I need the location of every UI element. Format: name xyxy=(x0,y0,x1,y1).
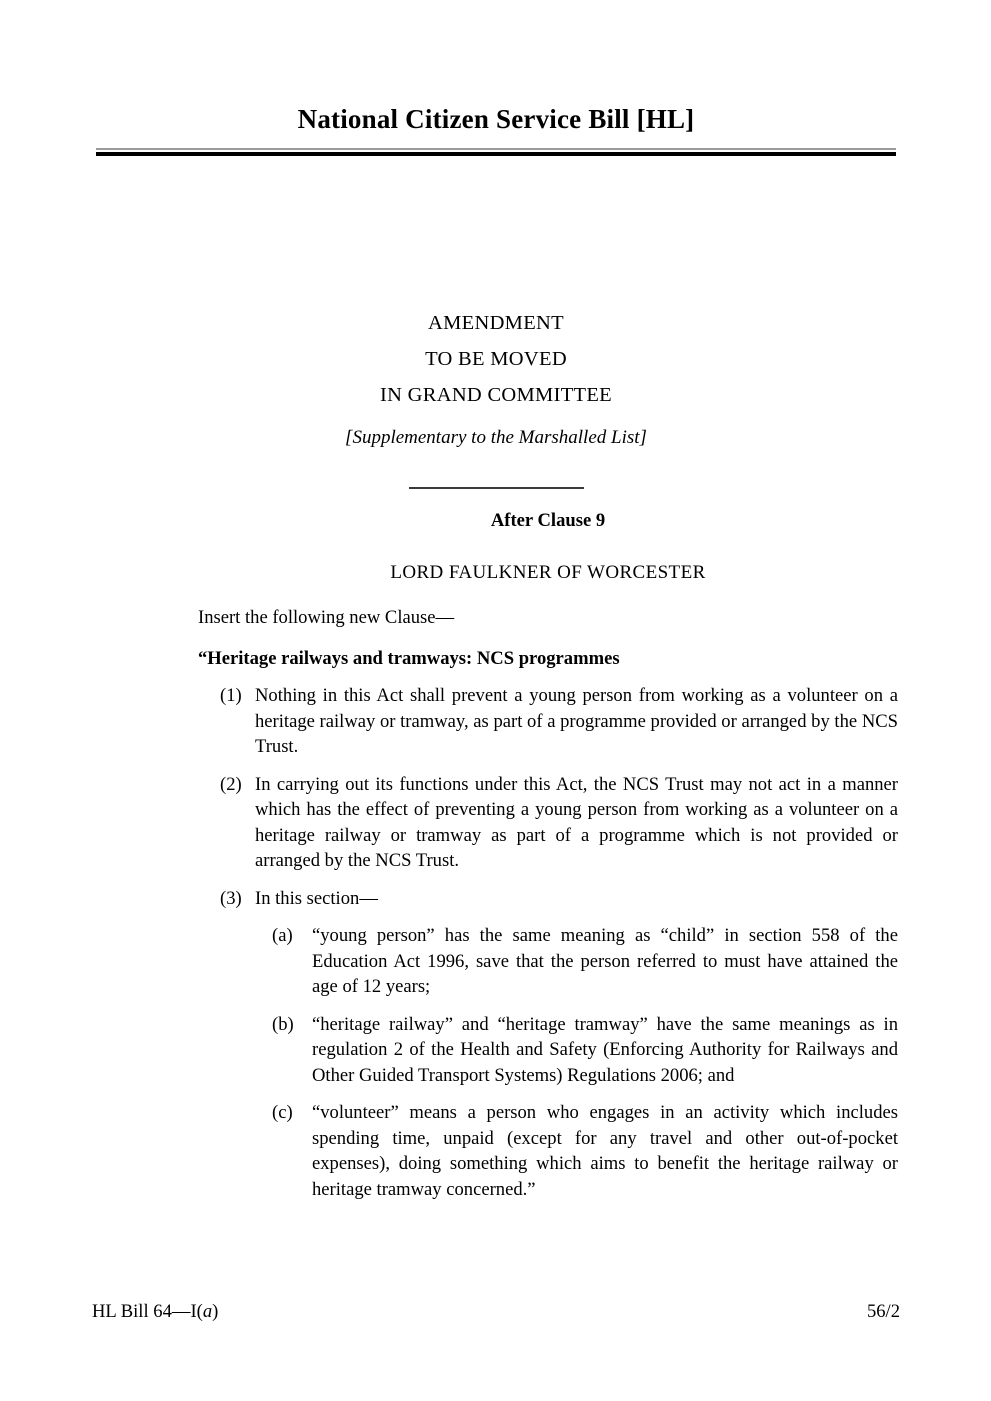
subsection-2-text: In carrying out its functions under this Act, the NCS Trust may not act in a manner which has the effect of preventing a young person from working as a volunteer on a heritage railway or tramway as part of a programme which is not provided or arranged by the NCS Trust. xyxy=(255,773,898,871)
bill-reference-letter: a xyxy=(202,1301,213,1322)
definition-a-marker: (a) xyxy=(272,925,293,946)
subsection-3-text: In this section— xyxy=(255,887,378,909)
definition-c-marker: (c) xyxy=(272,1102,293,1123)
subsection-3 xyxy=(198,886,898,912)
bill-reference-dash: — xyxy=(171,1301,191,1322)
definition-c xyxy=(255,1100,898,1202)
page-title: National Citizen Service Bill [HL] xyxy=(297,104,695,134)
heading-line-in-grand-committee: IN GRAND COMMITTEE xyxy=(379,384,613,406)
definition-c-text: “volunteer” means a person who engages in an activity which includes spending time, unpaid (except for any travel and other out-of-pocket expenses), doing something which aims to benefit the heritage railway or heritage tramway concerned.” xyxy=(312,1102,898,1200)
subsection-1-marker: (1) xyxy=(220,685,242,706)
definition-b-marker: (b) xyxy=(272,1013,294,1035)
bill-reference-prefix: HL Bill 64 xyxy=(92,1301,172,1322)
subsection-1-text: Nothing in this Act shall prevent a young person from working as a volunteer on a heritage railway or tramway, as part of a programme provided or arranged by the NCS Trust. xyxy=(255,685,898,757)
definition-a xyxy=(255,923,898,1000)
bill-reference xyxy=(92,1301,218,1323)
bill-reference-numeral: I( xyxy=(190,1301,203,1322)
amendment-body xyxy=(198,508,898,1202)
bill-reference-suffix: ) xyxy=(212,1301,219,1322)
heading-line-amendment: AMENDMENT xyxy=(428,312,564,334)
title-divider xyxy=(96,148,896,156)
heading-line-to-be-moved: TO BE MOVED xyxy=(425,348,567,370)
insert-instruction: Insert the following new Clause— xyxy=(198,607,455,628)
amendment-heading-block xyxy=(96,305,896,489)
new-clause-title: “Heritage railways and tramways: NCS programmes xyxy=(198,647,620,669)
divider-thick-rule xyxy=(96,152,896,156)
clause-reference-heading: After Clause 9 xyxy=(490,510,606,531)
page-number: 56/2 xyxy=(866,1301,900,1322)
supplementary-note: [Supplementary to the Marshalled List] xyxy=(345,427,647,448)
section-separator-rule xyxy=(409,487,584,489)
definition-a-text: “young person” has the same meaning as “child” in section 558 of the Education Act 1996, save that the person referred to must have attained the age of 12 years; xyxy=(312,925,898,997)
subsection-2 xyxy=(198,772,898,874)
definition-b-text: “heritage railway” and “heritage tramway” have the same meanings as in regulation 2 of the Health and Safety (Enforcing Authority for Railways and Other Guided Transport Systems) Regulations 2006; and xyxy=(312,1013,898,1086)
subsection-3-marker: (3) xyxy=(220,887,242,909)
definition-b xyxy=(255,1012,898,1089)
subsection-2-marker: (2) xyxy=(220,773,242,795)
subsection-1 xyxy=(198,683,898,760)
page-footer xyxy=(92,1301,900,1323)
amendment-sponsor: LORD FAULKNER OF WORCESTER xyxy=(390,561,706,583)
